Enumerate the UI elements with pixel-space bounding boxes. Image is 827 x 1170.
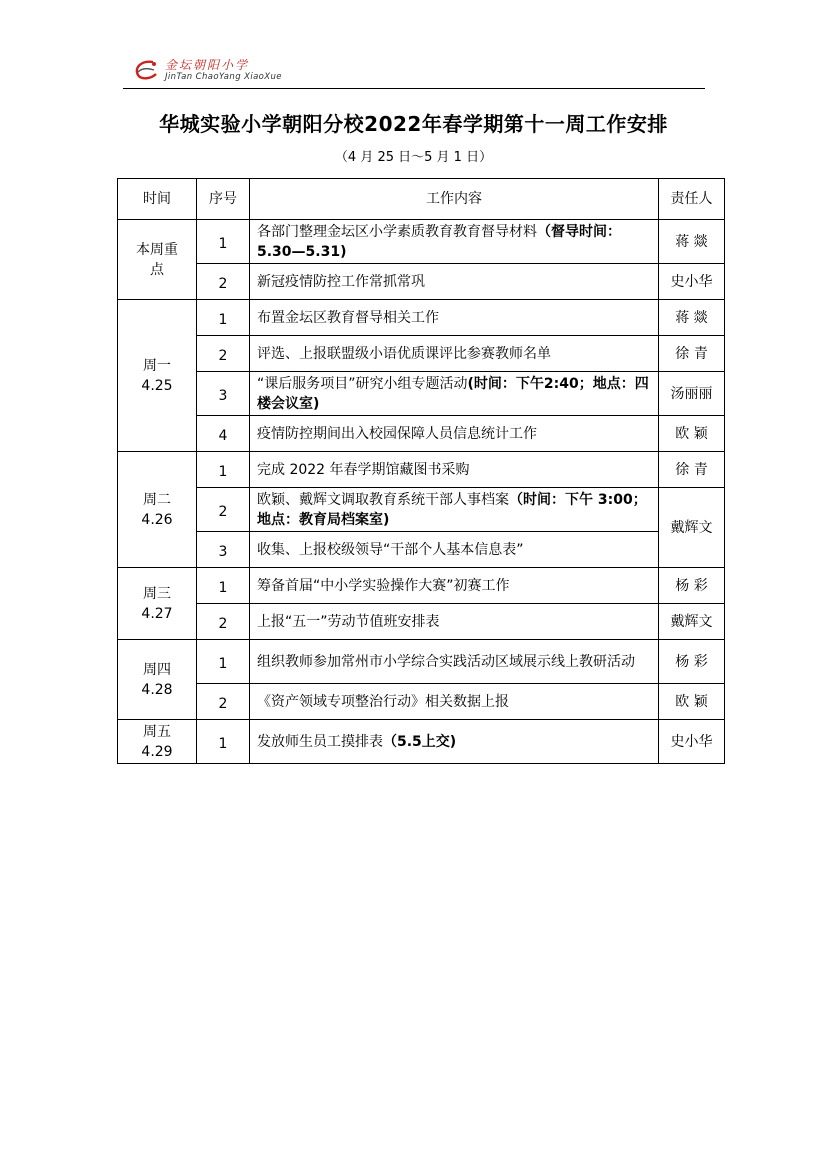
owner-cell: 欧 颖 [659,684,725,720]
content-cell [250,684,659,720]
content-cell [250,640,659,684]
content-text: 完成 2022 年春学期馆藏图书采购 [257,461,470,478]
content-cell [250,300,659,336]
owner-cell: 徐 青 [659,336,725,372]
logo-subtitle: JinTan ChaoYang XiaoXue [165,72,282,82]
content-cell [250,568,659,604]
content-text: 组织教师参加常州市小学综合实践活动区域展示线上教研活动 [257,653,635,670]
owner-cell: 杨 彩 [659,568,725,604]
content-cell [250,452,659,488]
content-text: 欧颖、戴辉文调取教育系统干部人事档案 [257,491,509,508]
content-text: 各部门整理金坛区小学素质教育教育督导材料 [257,223,537,240]
seq-cell: 3 [197,532,250,568]
table-row [118,372,725,416]
table-row [118,720,725,764]
table-row [118,452,725,488]
content-cell [250,336,659,372]
content-text: “课后服务项目”研究小组专题活动 [257,375,468,392]
seq-cell: 2 [197,488,250,532]
content-cell [250,220,659,264]
school-logo [133,55,293,87]
content-text: 布置金坛区教育督导相关工作 [257,309,439,326]
day-cell [118,220,197,300]
table-row [118,488,725,532]
page-title: 华城实验小学朝阳分校2022年春学期第十一周工作安排 [159,112,668,136]
content-text: 发放师生员工摸排表 [257,733,383,750]
day-label: 点 [150,261,164,278]
header-time: 时间 [118,179,197,220]
content-cell [250,416,659,452]
content-emphasis: （时间：下午 3:00；地点：教育局档案室) [257,491,647,528]
content-text: 上报“五一”劳动节值班安排表 [257,613,440,630]
table-row [118,532,725,568]
seq-cell: 4 [197,416,250,452]
table-row [118,264,725,300]
content-text: 评选、上报联盟级小语优质课评比参赛教师名单 [257,345,551,362]
logo-swoosh-icon [133,59,159,81]
day-date: 4.27 [141,605,173,622]
table-row [118,684,725,720]
day-cell [118,452,197,568]
day-date: 4.29 [141,743,173,760]
content-emphasis: (时间：下午2:40；地点：四楼会议室) [257,375,649,412]
table-row [118,336,725,372]
header-seq: 序号 [197,179,250,220]
content-cell [250,720,659,764]
owner-cell: 欧 颖 [659,416,725,452]
owner-cell: 史小华 [659,264,725,300]
content-emphasis: （5.5上交) [383,733,457,750]
owner-cell: 史小华 [659,720,725,764]
content-text: 收集、上报校级领导“干部个人基本信息表” [257,541,524,558]
table-header-row [118,179,725,220]
seq-cell: 1 [197,300,250,336]
owner-cell: 戴辉文 [659,488,725,568]
day-label: 周三 [143,585,171,602]
owner-cell: 汤丽丽 [659,372,725,416]
day-label: 周二 [143,491,171,508]
table-row [118,220,725,264]
day-date: 4.28 [141,681,173,698]
content-emphasis: （督导时间：5.30—5.31) [257,223,621,260]
table-row [118,416,725,452]
content-text: 疫情防控期间出入校园保障人员信息统计工作 [257,425,537,442]
seq-cell: 2 [197,336,250,372]
content-cell [250,264,659,300]
header-owner: 责任人 [659,179,725,220]
day-date: 4.26 [141,511,173,528]
owner-cell: 戴辉文 [659,604,725,640]
content-cell [250,604,659,640]
owner-cell: 蒋 燚 [659,220,725,264]
owner-cell: 徐 青 [659,452,725,488]
owner-cell: 蒋 燚 [659,300,725,336]
owner-cell: 杨 彩 [659,640,725,684]
table-row [118,604,725,640]
seq-cell: 3 [197,372,250,416]
content-cell [250,532,659,568]
content-cell [250,488,659,532]
content-text: 新冠疫情防控工作常抓常巩 [257,273,425,290]
logo-script-text: 金坛朝阳小学 [165,58,250,72]
day-cell [118,300,197,452]
seq-cell: 2 [197,684,250,720]
day-cell [118,640,197,720]
seq-cell: 1 [197,452,250,488]
header-divider [123,88,705,89]
header-content: 工作内容 [250,179,659,220]
seq-cell: 1 [197,640,250,684]
day-label: 周五 [143,723,171,740]
seq-cell: 1 [197,568,250,604]
day-label: 本周重 [136,241,178,258]
seq-cell: 2 [197,604,250,640]
content-cell [250,372,659,416]
content-text: 筹备首届“中小学实验操作大赛”初赛工作 [257,577,510,594]
table-row [118,640,725,684]
page-subtitle: （4 月 25 日～5 月 1 日） [334,150,493,165]
table-row [118,568,725,604]
content-text: 《资产领域专项整治行动》相关数据上报 [257,693,509,710]
day-label: 周一 [143,357,171,374]
seq-cell: 2 [197,264,250,300]
day-cell [118,720,197,764]
schedule-table [117,178,725,764]
day-cell [118,568,197,640]
seq-cell: 1 [197,220,250,264]
table-row [118,300,725,336]
day-label: 周四 [143,661,171,678]
day-date: 4.25 [141,377,173,394]
seq-cell: 1 [197,720,250,764]
